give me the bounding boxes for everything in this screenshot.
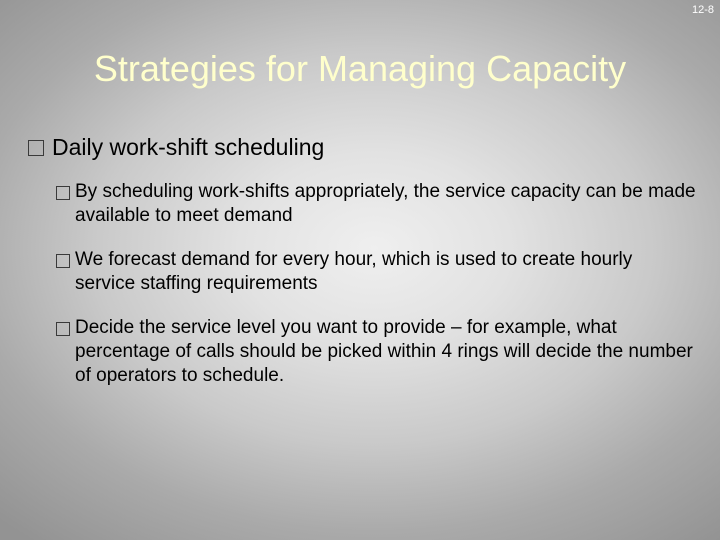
- bullet-box-icon: [56, 254, 70, 268]
- bullet-box-icon: [28, 140, 44, 156]
- sub-bullet: [56, 248, 696, 296]
- main-bullet: [28, 133, 324, 161]
- bullet-box-icon: [56, 186, 70, 200]
- sub-bullet: [56, 316, 696, 388]
- sub-bullet: [56, 180, 696, 228]
- sub-bullet-text: Decide the service level you want to provide – for example, what percentage of calls should be picked within 4 rings will decide the number of operators to schedule.: [75, 317, 693, 386]
- bullet-box-icon: [56, 322, 70, 336]
- slide-title: Strategies for Managing Capacity: [93, 48, 627, 89]
- sub-bullet-text: We forecast demand for every hour, which is used to create hourly service staffing requirements: [75, 249, 633, 294]
- main-bullet-text: Daily work-shift scheduling: [52, 134, 325, 160]
- sub-bullet-text: By scheduling work-shifts appropriately, the service capacity can be made available to meet demand: [75, 181, 696, 226]
- slide-number: 12-8: [691, 4, 714, 16]
